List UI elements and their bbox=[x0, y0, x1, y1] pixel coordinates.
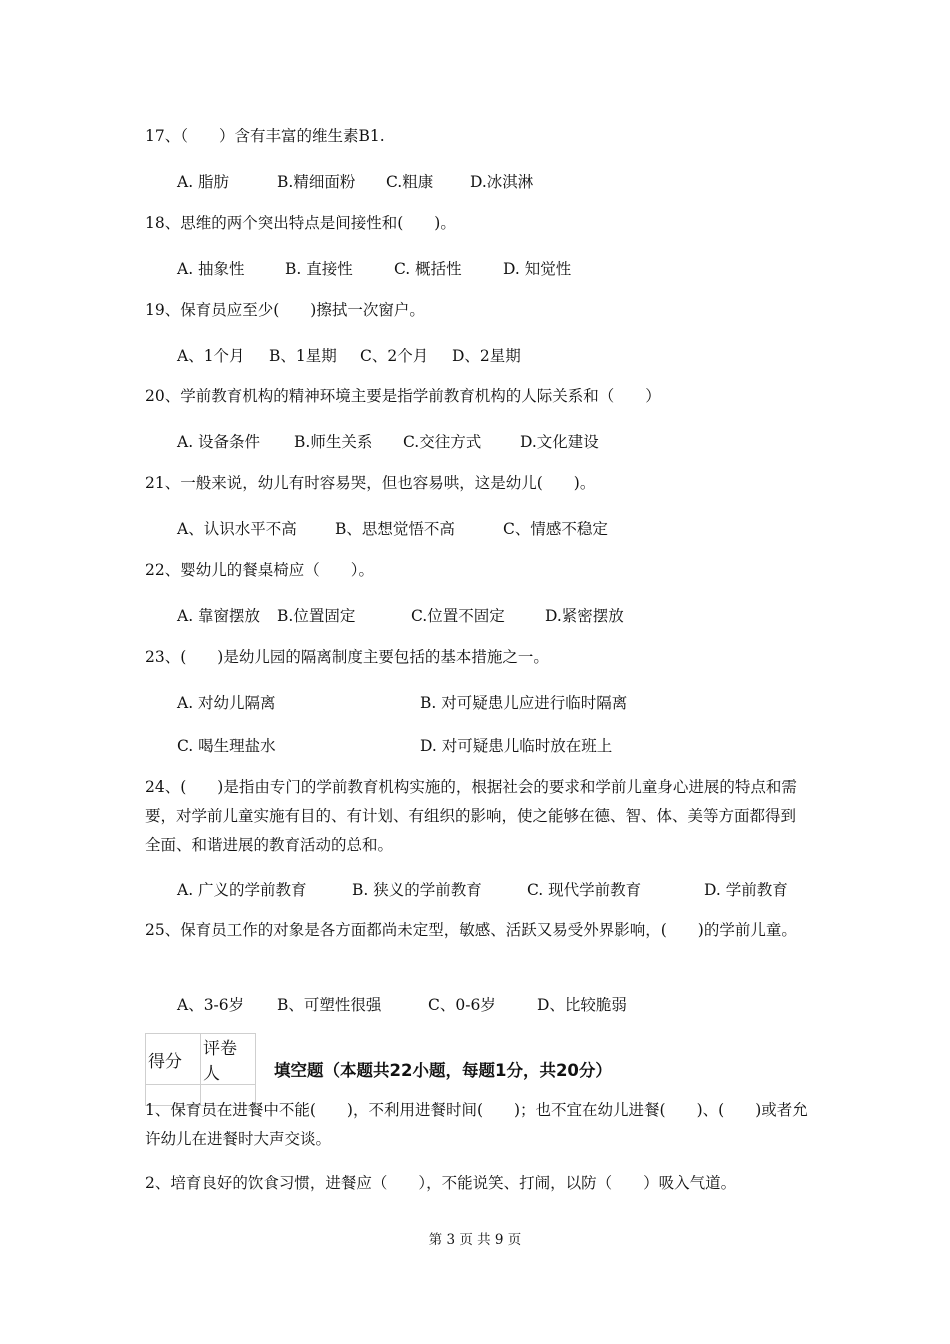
question-23: 23、( )是幼儿园的隔离制度主要包括的基本措施之一。 bbox=[145, 648, 549, 666]
option-a: A. 靠窗摆放 bbox=[177, 607, 261, 625]
option-d: D.冰淇淋 bbox=[470, 173, 534, 191]
option-c: C、2个月 bbox=[360, 347, 429, 365]
option-a: A. 设备条件 bbox=[177, 433, 261, 451]
option-d: D. 知觉性 bbox=[503, 260, 572, 278]
option-a: A、1个月 bbox=[177, 347, 245, 365]
page-footer: 第 3 页 共 9 页 bbox=[428, 1232, 522, 1248]
option-c: C. 概括性 bbox=[394, 260, 462, 278]
fill-question-2: 2、培育良好的饮食习惯，进餐应（ ），不能说笑、打闹，以防（ ）吸入气道。 bbox=[145, 1174, 737, 1192]
option-c: C、0-6岁 bbox=[428, 996, 496, 1014]
option-c: C.位置不固定 bbox=[411, 607, 505, 625]
option-b: B.师生关系 bbox=[294, 433, 373, 451]
option-b: B、1星期 bbox=[269, 347, 337, 365]
option-d: D、比较脆弱 bbox=[537, 996, 627, 1014]
fill-question-1: 1、保育员在进餐中不能( )，不利用进餐时间( )；也不宜在幼儿进餐( )、( )或者允许幼儿在进餐时大声交谈。 bbox=[145, 1101, 808, 1148]
score-label: 得分 bbox=[146, 1034, 201, 1085]
question-24: 24、( )是指由专门的学前教育机构实施的，根据社会的要求和学前儿童身心进展的特点和需要，对学前儿童实施有目的、有计划、有组织的影响，使之能够在德、智、体、美等方面都得到全面、和谐进展的教育活动的总和。 bbox=[145, 778, 797, 854]
option-d: D. 对可疑患儿临时放在班上 bbox=[420, 737, 613, 755]
question-17: 17、（ ）含有丰富的维生素B1. bbox=[145, 127, 385, 145]
option-b: B. 狭义的学前教育 bbox=[352, 881, 482, 899]
option-d: D、2星期 bbox=[452, 347, 521, 365]
option-b: B.位置固定 bbox=[277, 607, 356, 625]
section-heading: 填空题（本题共22小题，每题1分，共20分） bbox=[274, 1061, 612, 1080]
option-d: D.紧密摆放 bbox=[545, 607, 624, 625]
option-b: B.精细面粉 bbox=[277, 173, 356, 191]
option-b: B. 对可疑患儿应进行临时隔离 bbox=[420, 694, 628, 712]
question-21: 21、一般来说，幼儿有时容易哭，但也容易哄，这是幼儿( )。 bbox=[145, 474, 596, 492]
option-d: D.文化建设 bbox=[520, 433, 599, 451]
grader-label: 评卷人 bbox=[201, 1034, 256, 1085]
option-a: A. 脂肪 bbox=[177, 173, 230, 191]
option-b: B、可塑性很强 bbox=[277, 996, 382, 1014]
option-b: B. 直接性 bbox=[285, 260, 353, 278]
option-a: A、认识水平不高 bbox=[177, 520, 297, 538]
option-c: C.交往方式 bbox=[403, 433, 482, 451]
option-a: A、3-6岁 bbox=[177, 996, 245, 1014]
option-a: A. 抽象性 bbox=[177, 260, 245, 278]
option-b: B、思想觉悟不高 bbox=[335, 520, 455, 538]
option-a: A. 对幼儿隔离 bbox=[177, 694, 276, 712]
question-19: 19、保育员应至少( )擦拭一次窗户。 bbox=[145, 301, 425, 319]
option-c: C、情感不稳定 bbox=[503, 520, 608, 538]
option-c: C. 喝生理盐水 bbox=[177, 737, 276, 755]
question-25: 25、保育员工作的对象是各方面都尚未定型，敏感、活跃又易受外界影响，( )的学前儿童。 bbox=[145, 921, 797, 939]
option-c: C.粗康 bbox=[386, 173, 434, 191]
option-a: A. 广义的学前教育 bbox=[177, 881, 307, 899]
question-20: 20、学前教育机构的精神环境主要是指学前教育机构的人际关系和（ ） bbox=[145, 387, 661, 405]
question-22: 22、婴幼儿的餐桌椅应（ ）。 bbox=[145, 561, 374, 579]
option-c: C. 现代学前教育 bbox=[527, 881, 642, 899]
question-18: 18、思维的两个突出特点是间接性和( )。 bbox=[145, 214, 456, 232]
option-d: D. 学前教育 bbox=[704, 881, 788, 899]
